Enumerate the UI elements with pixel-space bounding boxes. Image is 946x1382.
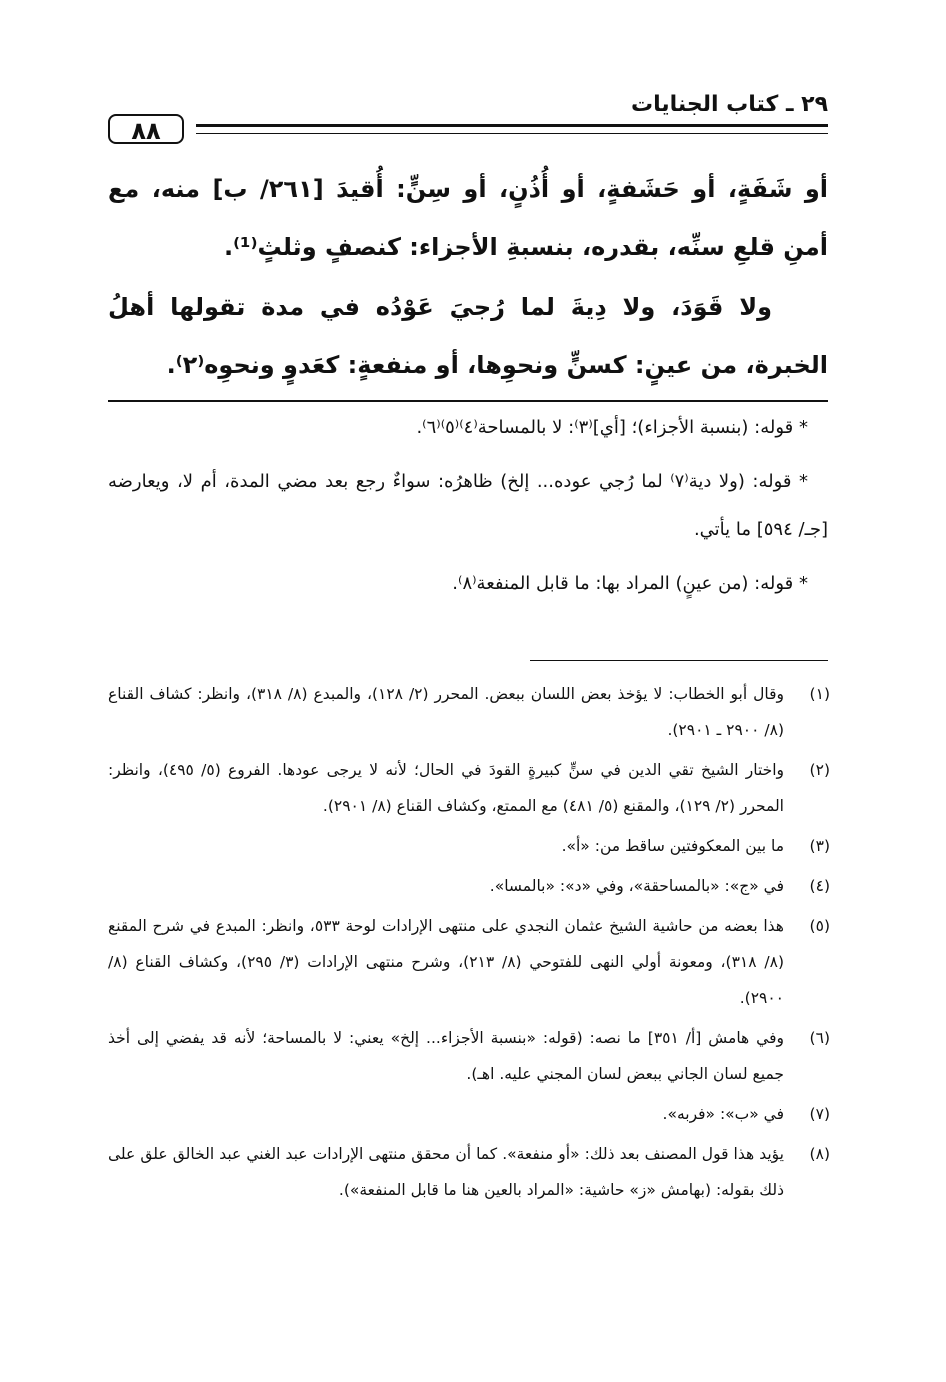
page-number: ٨٨ <box>108 114 184 144</box>
commentary-section <box>108 404 828 608</box>
main-paragraph-1: أو شَفَةٍ، أو حَشَفةٍ، أو أُذُنٍ، أو سِنٍّ: أُقيدَ [٢٦١/ ب] منه، مع أمنِ قلعِ سنِّه، بقدره، بنسبةِ الأجزاء: كنصفٍ وثلثٍ⁽¹⁾. <box>108 175 829 261</box>
footnote <box>108 1096 830 1132</box>
footnote-text: وقال أبو الخطاب: لا يؤخذ بعض اللسان ببعض. المحرر (٢/ ١٢٨)، والمبدع (٨/ ٣١٨)، وانظر: كشاف القناع (٨/ ٢٩٠٠ ـ ٢٩٠١). <box>108 685 784 739</box>
footnote-text: يؤيد هذا قول المصنف بعد ذلك: «أو منفعة». كما أن محقق منتهى الإرادات عبد الغني عبد الخالق علق على ذلك بقوله: (بهامش «ز» حاشية: «المراد بالعين هنا ما قابل المنفعة»). <box>108 1145 784 1199</box>
header-rule <box>196 124 828 134</box>
footnote <box>108 1020 830 1092</box>
footnote <box>108 868 830 904</box>
footnote <box>108 908 830 1016</box>
footnote-number: (١) <box>809 685 830 703</box>
footnote-number: (٥) <box>809 917 830 935</box>
footnote-number: (٦) <box>809 1029 830 1047</box>
footnote-text: في «ج»: «بالمساحقة»، وفي «د»: «بالمسا». <box>489 877 784 895</box>
main-paragraph-2: ولا قَوَدَ، ولا دِيةَ لما رُجيَ عَوْدُه في مدة تقولها أهلُ الخبرة، من عينٍ: كسنٍّ ونحوِها، أو منفعةٍ: كعَدوٍ ونحوِه⁽٢⁾. <box>108 293 828 379</box>
chapter-title: ٢٩ ـ كتاب الجنايات <box>630 92 828 117</box>
footnote <box>108 676 830 748</box>
footnotes-section <box>108 676 830 1212</box>
footnote <box>108 828 830 864</box>
page-header <box>108 86 828 146</box>
commentary-item: * قوله: (ولا دية⁽٧⁾ لما رُجي عوده... إلخ) ظاهرُه: سواءٌ رجع بعد مضي المدة، أم لا، ويعارضه [جـ/ ٥٩٤] ما يأتي. <box>108 471 828 540</box>
footnote-number: (٣) <box>809 837 830 855</box>
footnote <box>108 1136 830 1208</box>
footnote-text: ما بين المعكوفتين ساقط من: «أ». <box>561 837 784 855</box>
commentary-item: * قوله: (بنسبة الأجزاء)؛ [أي]⁽٣⁾: لا بالمساحة⁽٤⁾⁽٥⁾⁽٦⁾. <box>416 417 808 438</box>
footnote-divider <box>530 660 828 661</box>
footnote <box>108 752 830 824</box>
footnote-text: واختار الشيخ تقي الدين في سنٍّ كبيرةٍ القودَ في الحال؛ لأنه لا يرجى عودها. الفروع (٥/ ٤٩٥)، وانظر: المحرر (٢/ ١٢٩)، والمقنع (٥/ ٤٨١) مع الممتع، وكشاف القناع (٨/ ٢٩٠١). <box>108 761 784 815</box>
footnote-number: (٧) <box>809 1105 830 1123</box>
footnote-number: (٤) <box>809 877 830 895</box>
footnote-number: (٨) <box>809 1145 830 1163</box>
main-text <box>108 160 828 394</box>
footnote-number: (٢) <box>809 761 830 779</box>
footnote-text: في «ب»: «فربه». <box>662 1105 784 1123</box>
commentary-item: * قوله: (من عينٍ) المراد بها: ما قابل المنفعة⁽٨⁾. <box>452 573 808 594</box>
footnote-text: وفي هامش [أ/ ٣٥١] ما نصه: (قوله: «بنسبة الأجزاء... إلخ» يعني: لا بالمساحة؛ لأنه قد يفضي إلى أخذ جميع لسان الجاني ببعض لسان المجني عليه. اهـ). <box>108 1029 784 1083</box>
commentary-divider <box>108 400 828 402</box>
footnote-text: هذا بعضه من حاشية الشيخ عثمان النجدي على منتهى الإرادات لوحة ٥٣٣، وانظر: المبدع في شرح المقنع (٨/ ٣١٨)، ومعونة أولي النهى للفتوحي (٨/ ٢١٣)، وشرح منتهى الإرادات (٣/ ٢٩٥)، وكشاف القناع (٨/ ٢٩٠٠). <box>108 917 785 1007</box>
